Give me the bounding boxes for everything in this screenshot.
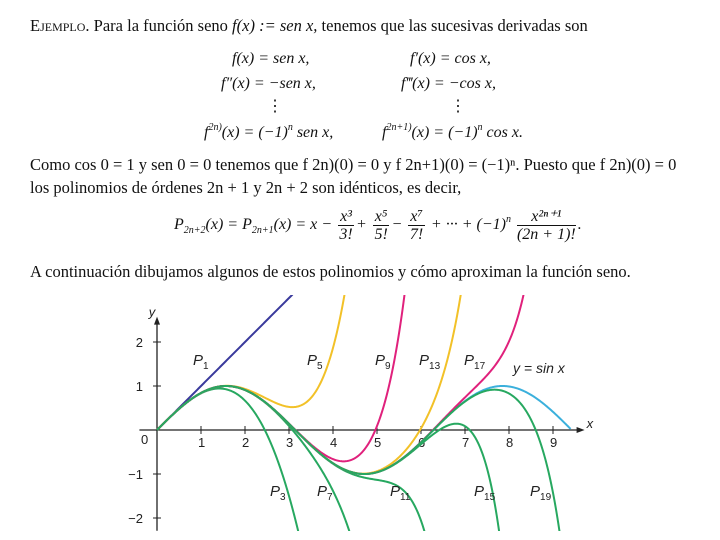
r4-right-b: (x) = (−1) bbox=[411, 124, 478, 141]
r4-left-c: sen x, bbox=[292, 124, 334, 141]
label-p15: $P_{15}$ bbox=[474, 483, 496, 503]
r4-right-n: n bbox=[477, 122, 483, 133]
intro-text-a: Para la función seno bbox=[89, 16, 233, 35]
label-y-sin-x: y = sin x bbox=[513, 360, 565, 376]
curves bbox=[157, 285, 571, 540]
vdots-right: ⋮ bbox=[450, 98, 466, 115]
frac-n-den: (2n + 1)! bbox=[516, 226, 576, 243]
x-tick-label-2: 2 bbox=[242, 435, 250, 450]
deriv-r2-right: f‴(x) = −cos x, bbox=[401, 75, 496, 92]
para3: A continuación dibujamos algunos de estos polinomios y cómo aproximan la función seno. bbox=[30, 262, 631, 281]
taylor-sine-plot bbox=[0, 285, 720, 540]
label-p5: $P_5$ bbox=[307, 352, 323, 372]
curve-p7 bbox=[157, 386, 381, 540]
origin-label: 0 bbox=[141, 432, 149, 447]
frac-n-num: x²ⁿ⁺¹ bbox=[517, 208, 576, 226]
taylor-p: P bbox=[174, 216, 184, 234]
label-p17: $P_{17}$ bbox=[464, 352, 486, 372]
intro-line bbox=[30, 16, 588, 36]
intro-fx: f(x) := sen x, bbox=[232, 16, 318, 35]
intro-text-b: tenemos que las sucesivas derivadas son bbox=[317, 16, 588, 35]
taylor-sub2: 2n+1 bbox=[251, 225, 274, 237]
frac-7 bbox=[408, 208, 425, 243]
x-tick-label-4: 4 bbox=[330, 435, 338, 450]
x-tick-label-8: 8 bbox=[506, 435, 514, 450]
x-tick-label-1: 1 bbox=[198, 435, 206, 450]
frac-n bbox=[517, 208, 576, 243]
taylor-n: n bbox=[505, 214, 511, 226]
label-p7: $P_7$ bbox=[317, 483, 333, 503]
label-p3: $P_3$ bbox=[270, 483, 286, 503]
frac-7-den: 7! bbox=[409, 226, 424, 243]
label-p13: $P_{13}$ bbox=[419, 352, 441, 372]
frac-5-den: 5! bbox=[374, 226, 388, 243]
y-tick-label--2: −2 bbox=[128, 511, 143, 526]
x-axis-label: x bbox=[586, 416, 594, 431]
r4-left-b: (x) = (−1) bbox=[221, 124, 288, 141]
deriv-r1-right: f′(x) = cos x, bbox=[410, 50, 491, 67]
r4-left-n: n bbox=[287, 122, 293, 133]
curve-p19 bbox=[157, 386, 571, 540]
label-p11: $P_{11}$ bbox=[390, 483, 411, 503]
x-tick-label-7: 7 bbox=[462, 435, 470, 450]
taylor-mid: (x) = P bbox=[205, 216, 252, 234]
curve-p17 bbox=[157, 285, 542, 474]
y-tick-label-1: 1 bbox=[135, 379, 143, 394]
example-label: Ejemplo. bbox=[30, 16, 90, 35]
r4-right-sup: 2n+1) bbox=[386, 122, 412, 133]
r4-right-c: cos x. bbox=[482, 124, 523, 141]
label-p1: $P_1$ bbox=[193, 352, 209, 372]
taylor-sub1: 2n+2 bbox=[183, 225, 206, 237]
curve-p11 bbox=[157, 386, 449, 540]
frac-3-num: x³ bbox=[340, 208, 352, 225]
deriv-r4-left bbox=[204, 124, 333, 142]
taylor-end: . bbox=[577, 216, 582, 234]
deriv-r2-left: f″(x) = −sen x, bbox=[221, 75, 316, 92]
taylor-formula: $P_{2n+2}(x) = P_{2n+1}(x) = x$ − $\frac{\text{x³}}{3!}$ + $\frac{\text{x⁵}}{5!}$ − $\frac{\text{x⁷}}{7!}$ + ··· + $(-1)^n$ $\frac{\text{x²ⁿ⁺¹}}{(2n + 1)!}$ . bbox=[174, 208, 582, 243]
label-p9: $P_9$ bbox=[375, 352, 391, 372]
x-tick-label-9: 9 bbox=[550, 435, 558, 450]
axes bbox=[128, 305, 593, 531]
r4-left-f: f bbox=[204, 124, 209, 141]
taylor-rhs: (x) = x − bbox=[273, 216, 333, 234]
deriv-r4-right bbox=[382, 124, 523, 142]
x-tick-label-6: 6 bbox=[418, 435, 426, 450]
y-axis-label: y bbox=[148, 304, 156, 320]
curve-p5 bbox=[157, 285, 362, 430]
r4-right-f: f bbox=[382, 124, 387, 141]
frac-3-den: 3! bbox=[339, 226, 353, 243]
deriv-r1-left: f(x) = sen x, bbox=[232, 50, 310, 67]
taylor-dots: + ··· + (−1) bbox=[430, 216, 506, 234]
curve-p15 bbox=[157, 386, 515, 540]
frac-3 bbox=[338, 208, 354, 243]
x-tick-label-3: 3 bbox=[286, 435, 294, 450]
vdots-left: ⋮ bbox=[267, 98, 283, 115]
x-tick-label-5: 5 bbox=[374, 435, 382, 450]
y-tick-label-2: 2 bbox=[135, 335, 143, 350]
x-axis-arrow bbox=[577, 427, 585, 433]
curve-p3 bbox=[157, 389, 329, 540]
label-p19: $P_{19}$ bbox=[530, 483, 552, 503]
y-tick-label--1: −1 bbox=[128, 467, 143, 482]
frac-5 bbox=[373, 208, 390, 243]
frac-7-num: x⁷ bbox=[410, 208, 423, 225]
para2-line1: Como cos 0 = 1 y sen 0 = 0 tenemos que f 2n)(0) = 0 y f 2n+1)(0) = (−1)ⁿ. Puesto que f 2n)(0) = 0 bbox=[30, 155, 677, 174]
r4-left-sup: 2n) bbox=[208, 122, 222, 133]
frac-5-num: x⁵ bbox=[374, 208, 388, 225]
para2-line2: los polinomios de órdenes 2n + 1 y 2n + 2 son idénticos, es decir, bbox=[30, 178, 462, 197]
